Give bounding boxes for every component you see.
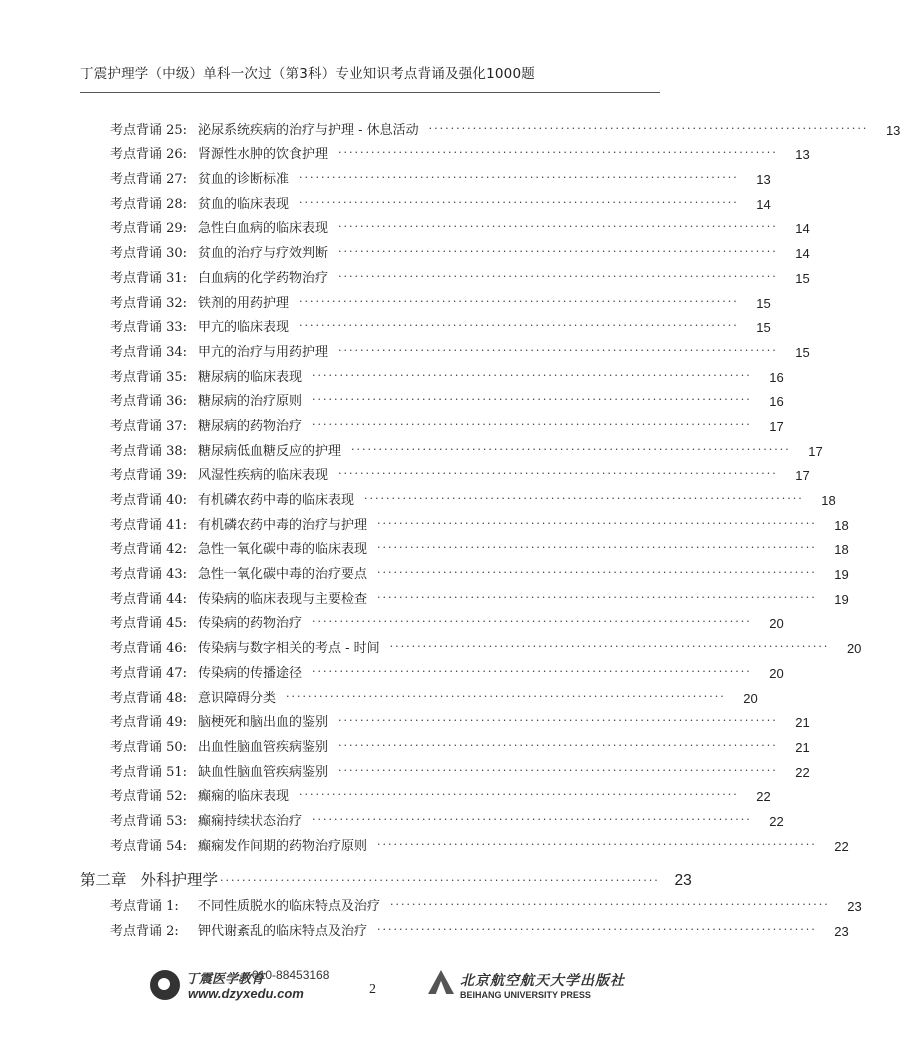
leader-dots: ················································································ — [299, 195, 739, 209]
entry-title: 脑梗死和脑出血的鉴别 — [198, 715, 329, 731]
entry-label: 考点背诵 43: — [110, 567, 188, 583]
entry-page: 21 — [795, 715, 810, 731]
entry-label: 考点背诵 53: — [110, 813, 188, 829]
entry-page: 20 — [769, 665, 784, 681]
leader-dots: ················································································ — [338, 467, 778, 481]
leader-dots: ················································································ — [312, 393, 752, 407]
entry-page: 23 — [834, 924, 849, 939]
entry-label: 考点背诵 46: — [110, 641, 188, 657]
leader-dots: ················································································ — [377, 837, 817, 851]
entry-title: 铁剂的用药护理 — [198, 295, 290, 311]
entry-title: 传染病的临床表现与主要检查 — [198, 591, 368, 607]
toc-entry[interactable] — [80, 508, 849, 533]
entry-page: 16 — [769, 394, 784, 410]
leader-dots: ················································································ — [338, 269, 778, 283]
toc-entry[interactable] — [80, 162, 771, 188]
entry-page: 19 — [834, 567, 849, 583]
entry-label: 考点背诵 29: — [110, 221, 188, 237]
leader-dots: ················································································ — [338, 763, 778, 777]
leader-dots: ················································································ — [286, 689, 726, 703]
entry-label: 考点背诵 50: — [110, 739, 188, 755]
toc-entry[interactable] — [80, 890, 862, 915]
toc-entry[interactable] — [80, 385, 784, 410]
toc-entry[interactable] — [80, 483, 836, 508]
entry-label: 考点背诵 1: — [110, 899, 179, 915]
toc-entry[interactable] — [80, 780, 771, 805]
toc-entry[interactable] — [80, 113, 900, 138]
leader-dots: ················································································ — [364, 492, 804, 505]
toc-entry[interactable] — [80, 236, 810, 262]
toc-entry[interactable] — [80, 409, 784, 434]
entry-page: 15 — [756, 320, 771, 336]
table-of-contents — [80, 113, 900, 939]
toc-entry[interactable] — [80, 804, 784, 829]
entry-title: 有机磷农药中毒的治疗与护理 — [198, 517, 368, 533]
entry-page: 13 — [795, 147, 810, 163]
entry-title: 甲亢的治疗与用药护理 — [198, 344, 329, 360]
entry-page: 15 — [795, 344, 810, 360]
toc-entry[interactable] — [80, 261, 810, 286]
entry-label: 考点背诵 32: — [110, 295, 188, 311]
leader-dots: ················································································ — [312, 812, 752, 826]
education-brand: 丁震医学教育 — [186, 972, 265, 987]
toc-entry[interactable] — [80, 212, 810, 237]
entry-page: 22 — [834, 838, 849, 854]
entry-page: 20 — [846, 641, 862, 657]
leader-dots: ················································································ — [377, 541, 817, 555]
education-phone: 010-88453168 — [252, 968, 330, 982]
entry-title: 甲亢的临床表现 — [198, 320, 290, 336]
toc-entry[interactable] — [80, 434, 823, 459]
entry-page: 23 — [847, 899, 862, 915]
toc-entry[interactable] — [80, 187, 771, 212]
leader-dots: ················································································ — [299, 171, 739, 185]
leader-dots: ················································································ — [338, 146, 778, 160]
entry-page: 17 — [769, 418, 784, 434]
leader-dots: ················································································ — [312, 664, 752, 678]
press-logo — [428, 970, 628, 1006]
toc-entry[interactable] — [80, 631, 862, 657]
leader-dots: ················································································ — [390, 898, 830, 912]
page-number: 2 — [369, 982, 376, 997]
page-footer — [0, 968, 750, 1008]
entry-label: 考点背诵 35: — [110, 369, 188, 385]
toc-entry[interactable] — [80, 360, 784, 385]
toc-entry[interactable] — [80, 706, 810, 731]
leader-dots: ················································································ — [377, 516, 817, 530]
entry-page: 22 — [756, 789, 771, 805]
entry-label: 第二章 — [80, 870, 127, 889]
entry-label: 考点背诵 34: — [110, 344, 188, 360]
leader-dots: ················································································ — [389, 640, 830, 654]
entry-label: 考点背诵 41: — [110, 517, 188, 533]
entry-label: 考点背诵 25: — [110, 122, 188, 138]
entry-label: 考点背诵 26: — [110, 147, 188, 163]
leader-dots: ················································································ — [428, 121, 869, 135]
entry-label: 考点背诵 54: — [110, 838, 188, 854]
toc-entry[interactable] — [80, 286, 771, 311]
entry-label: 考点背诵 27: — [110, 172, 188, 188]
entry-title: 糖尿病的临床表现 — [198, 369, 303, 385]
entry-page: 21 — [795, 739, 810, 755]
entry-title: 肾源性水肿的饮食护理 — [198, 147, 329, 163]
entry-label: 考点背诵 51: — [110, 764, 188, 780]
entry-page: 13 — [756, 172, 771, 188]
entry-title: 泌尿系统疾病的治疗与护理 - 休息活动 — [198, 122, 419, 138]
entry-label: 考点背诵 2: — [110, 924, 179, 939]
entry-label: 考点背诵 49: — [110, 715, 188, 731]
education-logo — [150, 968, 350, 1008]
toc-entry[interactable] — [80, 459, 810, 484]
toc-entry[interactable] — [80, 533, 849, 558]
entry-title: 意识障碍分类 — [198, 690, 277, 706]
education-url: www.dzyxedu.com — [188, 986, 304, 1001]
entry-title: 贫血的诊断标准 — [198, 172, 290, 188]
entry-page: 20 — [769, 616, 784, 632]
entry-title: 风湿性疾病的临床表现 — [198, 468, 329, 484]
entry-page: 22 — [795, 764, 810, 780]
leader-dots: ················································································ — [338, 343, 778, 357]
leader-dots: ················································································ — [299, 294, 739, 308]
entry-title: 钾代谢紊乱的临床特点及治疗 — [198, 924, 368, 939]
leader-dots: ················································································ — [312, 417, 752, 431]
entry-label: 考点背诵 47: — [110, 665, 188, 681]
toc-entry[interactable] — [80, 138, 810, 163]
toc-entry[interactable] — [80, 311, 771, 336]
entry-title: 缺血性脑血管疾病鉴别 — [198, 764, 329, 780]
entry-page: 23 — [674, 871, 692, 889]
entry-page: 16 — [769, 369, 784, 385]
entry-title: 贫血的治疗与疗效判断 — [198, 246, 329, 262]
entry-label: 考点背诵 44: — [110, 591, 188, 607]
entry-page: 14 — [795, 221, 810, 237]
entry-page: 17 — [808, 443, 823, 459]
entry-page: 18 — [834, 517, 849, 533]
entry-title: 外科护理学 — [140, 870, 219, 889]
entry-title: 传染病的传播途径 — [198, 665, 303, 681]
entry-title: 糖尿病的治疗原则 — [198, 394, 303, 410]
toc-entry[interactable] — [80, 607, 784, 632]
toc-entry[interactable] — [80, 755, 810, 780]
entry-label: 考点背诵 30: — [110, 246, 188, 262]
press-logo-icon — [428, 970, 454, 994]
entry-label: 考点背诵 28: — [110, 196, 188, 212]
leader-dots: ················································································ — [338, 714, 778, 728]
entry-label: 考点背诵 37: — [110, 418, 188, 434]
toc-entry[interactable] — [80, 557, 849, 583]
entry-label: 考点背诵 40: — [110, 493, 188, 508]
entry-title: 贫血的临床表现 — [198, 196, 290, 212]
entry-label: 考点背诵 45: — [110, 616, 188, 632]
press-name-cn: 北京航空航天大学出版社 — [460, 973, 625, 989]
education-logo-icon — [150, 970, 180, 1000]
chapter-heading[interactable] — [80, 860, 692, 890]
entry-label: 考点背诵 38: — [110, 443, 188, 459]
leader-dots: ················································································ — [299, 319, 739, 333]
leader-dots: ················································································ — [338, 220, 778, 234]
toc-entry[interactable] — [80, 582, 849, 607]
toc-entry[interactable] — [80, 914, 849, 939]
entry-label: 考点背诵 48: — [110, 690, 188, 706]
running-header: 丁震护理学（中级）单科一次过（第3科）专业知识考点背诵及强化1000题 — [80, 66, 535, 82]
leader-dots: ················································································ — [338, 245, 778, 259]
leader-dots: ················································································ — [220, 873, 660, 887]
toc-entry[interactable] — [80, 681, 758, 706]
entry-label: 考点背诵 42: — [110, 542, 188, 558]
leader-dots: ················································································ — [377, 590, 817, 604]
entry-title: 传染病与数字相关的考点 - 时间 — [198, 641, 380, 657]
entry-title: 出血性脑血管疾病鉴别 — [198, 739, 329, 755]
leader-dots: ················································································ — [351, 442, 791, 456]
entry-page: 18 — [834, 542, 849, 558]
entry-page: 14 — [795, 246, 810, 262]
entry-page: 19 — [834, 591, 849, 607]
leader-dots: ················································································ — [377, 566, 817, 580]
entry-page: 17 — [795, 468, 810, 484]
toc-entry[interactable] — [80, 335, 810, 360]
entry-page: 18 — [821, 493, 836, 508]
toc-entry[interactable] — [80, 730, 810, 755]
entry-page: 15 — [756, 295, 771, 311]
leader-dots: ················································································ — [338, 738, 778, 752]
leader-dots: ················································································ — [299, 788, 739, 802]
entry-title: 糖尿病的药物治疗 — [198, 418, 303, 434]
toc-entry[interactable] — [80, 829, 849, 854]
entry-page: 14 — [756, 196, 771, 212]
entry-title: 白血病的化学药物治疗 — [198, 270, 329, 286]
entry-page: 22 — [769, 813, 784, 829]
entry-title: 癫痫发作间期的药物治疗原则 — [198, 838, 368, 854]
entry-title: 急性白血病的临床表现 — [198, 221, 329, 237]
leader-dots: ················································································ — [312, 368, 752, 382]
entry-label: 考点背诵 33: — [110, 320, 188, 336]
entry-title: 急性一氧化碳中毒的治疗要点 — [198, 567, 368, 583]
leader-dots: ················································································ — [377, 923, 817, 936]
entry-title: 传染病的药物治疗 — [198, 616, 303, 632]
entry-title: 糖尿病低血糖反应的护理 — [198, 443, 342, 459]
entry-label: 考点背诵 36: — [110, 394, 188, 410]
entry-title: 癫痫持续状态治疗 — [198, 813, 303, 829]
press-name-en: BEIHANG UNIVERSITY PRESS — [460, 990, 591, 1000]
entry-page: 20 — [743, 690, 758, 706]
entry-page: 13 — [885, 122, 900, 138]
entry-label: 考点背诵 52: — [110, 789, 188, 805]
entry-label: 考点背诵 39: — [110, 468, 188, 484]
entry-page: 15 — [795, 270, 810, 286]
entry-title: 不同性质脱水的临床特点及治疗 — [198, 899, 381, 915]
entry-title: 急性一氧化碳中毒的临床表现 — [198, 542, 368, 558]
header-rule — [80, 92, 660, 93]
entry-title: 癫痫的临床表现 — [198, 789, 290, 805]
entry-label: 考点背诵 31: — [110, 270, 188, 286]
leader-dots: ················································································ — [312, 615, 752, 629]
entry-title: 有机磷农药中毒的临床表现 — [198, 493, 355, 508]
toc-entry[interactable] — [80, 656, 784, 681]
